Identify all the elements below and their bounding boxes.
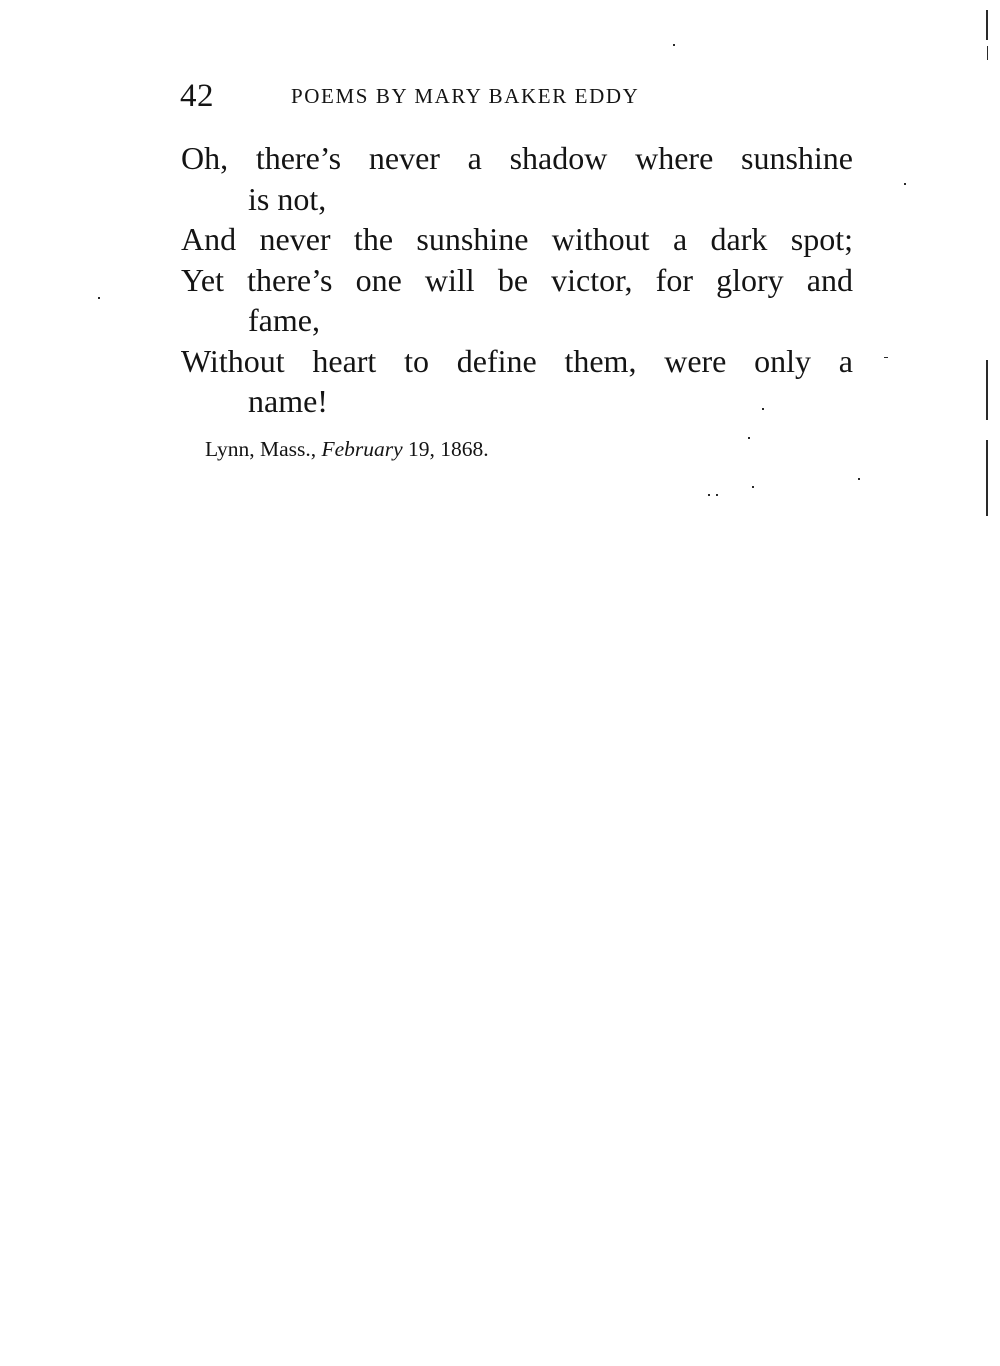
scan-speck	[673, 44, 675, 46]
scan-speck	[752, 486, 754, 488]
scan-speck	[762, 408, 764, 410]
verse-line: Oh, there’s never a shadow where sunshine	[181, 140, 853, 176]
verse-line-continuation: is not,	[248, 180, 327, 217]
scan-edge-mark	[987, 46, 988, 60]
dateline-place: Lynn, Mass.,	[205, 437, 317, 461]
scan-speck	[708, 494, 710, 496]
dateline-month: February	[321, 437, 403, 461]
scan-speck	[748, 437, 750, 439]
poem-stanza	[181, 138, 853, 422]
verse-line: Without heart to define them, were only a	[181, 342, 853, 379]
verse-line: Yet there’s one will be victor, for glory and	[181, 261, 853, 298]
scan-edge-mark	[986, 360, 988, 420]
scan-edge-mark	[986, 10, 988, 40]
dateline-day-year: 19, 1868.	[408, 437, 489, 461]
verse-line-continuation: name!	[248, 383, 328, 419]
poem-dateline	[205, 434, 489, 464]
verse-line-continuation: fame,	[248, 302, 320, 338]
running-head	[180, 76, 760, 116]
running-title: POEMS BY MARY BAKER EDDY	[291, 84, 640, 108]
verse-line: And never the sunshine without a dark spot;	[181, 221, 853, 257]
scan-edge-mark	[986, 440, 988, 516]
scan-speck	[716, 494, 718, 496]
scan-speck	[858, 478, 860, 480]
scan-speck	[904, 183, 906, 185]
scan-speck	[98, 297, 100, 299]
page-number: 42	[180, 78, 214, 114]
scan-speck	[884, 357, 888, 358]
